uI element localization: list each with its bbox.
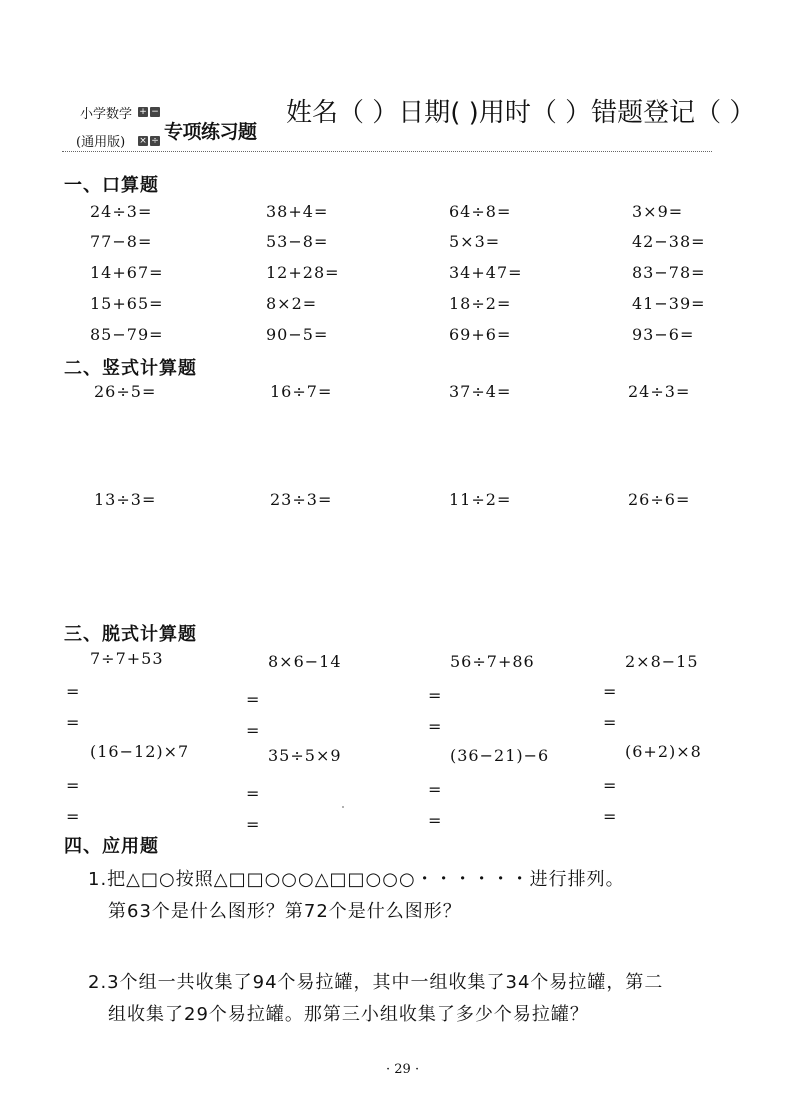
operators-icon <box>138 106 160 148</box>
equals-sign: = <box>66 776 80 795</box>
vertical-problem: 37÷4= <box>449 382 512 401</box>
oral-problem: 42−38= <box>632 232 706 251</box>
oral-problem: 38+4= <box>266 202 329 221</box>
section-applied-heading: 四、应用题 <box>64 836 159 857</box>
oral-problem: 83−78= <box>632 263 706 282</box>
stepwise-expression: (36−21)−6 <box>450 746 550 765</box>
vertical-problem: 16÷7= <box>270 382 333 401</box>
equals-sign: = <box>66 807 80 826</box>
question-2-line-2: 组收集了29个易拉罐。那第三小组收集了多少个易拉罐？ <box>108 1004 589 1025</box>
vertical-problem: 24÷3= <box>628 382 691 401</box>
oral-problem: 93−6= <box>632 325 695 344</box>
vertical-problem: 26÷5= <box>94 382 157 401</box>
stepwise-expression: 56÷7+86 <box>450 652 535 671</box>
equals-sign: = <box>66 713 80 732</box>
oral-problem: 41−39= <box>632 294 706 313</box>
oral-problem: 77−8= <box>90 232 153 251</box>
equals-sign: = <box>603 807 617 826</box>
equals-sign: = <box>246 690 260 709</box>
oral-problem: 85−79= <box>90 325 164 344</box>
question-2-line-1: 2.3个组一共收集了94个易拉罐，其中一组收集了34个易拉罐，第二 <box>88 972 664 993</box>
stepwise-expression: (6+2)×8 <box>625 742 702 761</box>
stepwise-expression: (16−12)×7 <box>90 742 190 761</box>
stepwise-expression: 35÷5×9 <box>268 746 342 765</box>
equals-sign: = <box>246 815 260 834</box>
equals-sign: = <box>428 811 442 830</box>
equals-sign: = <box>246 784 260 803</box>
oral-problem: 3×9= <box>632 202 684 221</box>
equals-sign: = <box>428 780 442 799</box>
vertical-problem: 26÷6= <box>628 490 691 509</box>
page-number: · 29 · <box>386 1062 420 1077</box>
oral-problem: 90−5= <box>266 325 329 344</box>
oral-problem: 53−8= <box>266 232 329 251</box>
equals-sign: = <box>603 776 617 795</box>
oral-problem: 64÷8= <box>449 202 512 221</box>
oral-problem: 15+65= <box>90 294 164 313</box>
plus-icon: + <box>139 107 147 117</box>
times-icon: × <box>139 136 147 146</box>
oral-problem: 8×2= <box>266 294 318 313</box>
oral-problem: 18÷2= <box>449 294 512 313</box>
oral-problem: 14+67= <box>90 263 164 282</box>
equals-sign: = <box>428 717 442 736</box>
vertical-problem: 23÷3= <box>270 490 333 509</box>
stepwise-expression: 8×6−14 <box>268 652 342 671</box>
section-vertical-heading: 二、竖式计算题 <box>64 358 197 379</box>
logo-edition: (通用版) <box>76 135 126 150</box>
vertical-problem: 11÷2= <box>449 490 512 509</box>
divide-icon: ÷ <box>151 136 159 146</box>
section-oral-heading: 一、口算题 <box>64 175 159 196</box>
minus-icon: − <box>151 107 159 117</box>
equals-sign: = <box>66 682 80 701</box>
worksheet-title: 专项练习题 <box>164 121 257 143</box>
oral-problem: 5×3= <box>449 232 501 251</box>
stepwise-expression: 2×8−15 <box>625 652 699 671</box>
oral-problem: 69+6= <box>449 325 512 344</box>
student-info-line: 姓名（ ）日期( )用时（ ）错题登记（ ） <box>286 98 756 128</box>
equals-sign: = <box>603 682 617 701</box>
equals-sign: = <box>428 686 442 705</box>
equals-sign: = <box>246 721 260 740</box>
stepwise-expression: 7÷7+53 <box>90 649 164 668</box>
stray-mark <box>342 806 344 808</box>
question-1-line-1: 1.把△□○按照△□□○○○△□□○○○・・・・・・进行排列。 <box>88 869 625 890</box>
logo-subject: 小学数学 <box>80 107 133 122</box>
vertical-problem: 13÷3= <box>94 490 157 509</box>
oral-problem: 34+47= <box>449 263 523 282</box>
question-1-line-2: 第63个是什么图形？第72个是什么图形？ <box>108 901 462 922</box>
section-stepwise-heading: 三、脱式计算题 <box>64 624 197 645</box>
oral-problem: 24÷3= <box>90 202 153 221</box>
oral-problem: 12+28= <box>266 263 340 282</box>
equals-sign: = <box>603 713 617 732</box>
header-divider <box>62 151 712 152</box>
